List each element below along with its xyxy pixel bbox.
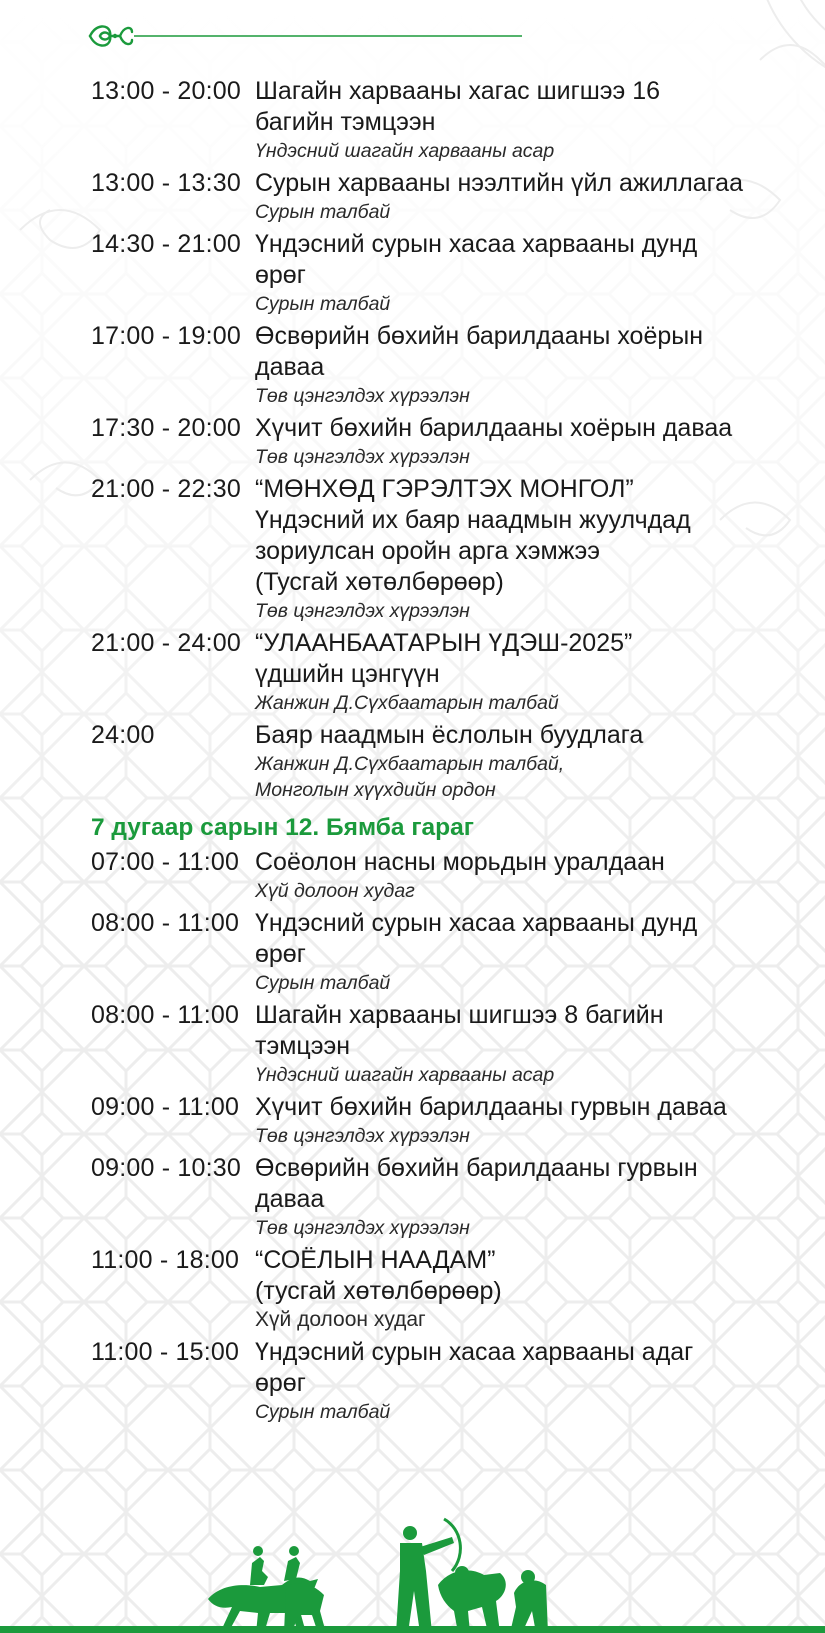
entry-time: 11:00 - 15:00	[91, 1338, 240, 1366]
entry-venue	[255, 1399, 811, 1425]
entry-title-line: өрөг	[255, 940, 306, 968]
entry-title-line: Хүчит бөхийн барилдааны гурвын даваа	[255, 1093, 727, 1121]
entry-body	[255, 76, 811, 164]
entry-time: 14:30 - 21:00	[91, 230, 241, 258]
entry-time: 09:00 - 11:00	[91, 1093, 240, 1121]
entry-body	[255, 1092, 811, 1149]
schedule	[91, 76, 811, 1429]
entry-venue-line: Төв цэнгэлдэх хүрээлэн	[255, 1125, 470, 1147]
entry-venue	[255, 1062, 811, 1088]
schedule-entry	[91, 1245, 811, 1333]
horse-riders-icon	[208, 1546, 326, 1633]
entry-venue	[255, 598, 811, 624]
entry-title-line: (тусгай хөтөлбөрөөр)	[255, 1277, 502, 1305]
entry-venue	[255, 751, 811, 803]
entry-title	[255, 474, 811, 598]
entry-title-line: Шагайн харвааны хагас шигшээ 16	[255, 77, 661, 105]
entry-venue-line: Төв цэнгэлдэх хүрээлэн	[255, 600, 470, 622]
entry-title-line: Өсвөрийн бөхийн барилдааны хоёрын	[255, 322, 704, 350]
schedule-entry	[91, 168, 811, 225]
entry-title-line: Сурын харвааны нээлтийн үйл ажиллагаа	[255, 169, 743, 197]
entry-venue-line: Монголын хүүхдийн ордон	[255, 779, 496, 801]
entry-title	[255, 1245, 811, 1307]
entry-venue-line: Жанжин Д.Сүхбаатарын талбай	[255, 692, 559, 714]
entry-body	[255, 474, 811, 624]
entry-title-line: тэмцээн	[255, 1032, 351, 1060]
entry-time: 11:00 - 18:00	[91, 1246, 240, 1274]
entry-time: 09:00 - 10:30	[91, 1154, 241, 1182]
entry-body	[255, 168, 811, 225]
entry-title-line: үдшийн цэнгүүн	[255, 660, 440, 688]
entry-time: 07:00 - 11:00	[91, 848, 240, 876]
entry-body	[255, 1337, 811, 1425]
entry-venue	[255, 383, 811, 409]
entry-venue	[255, 138, 811, 164]
entry-title-line: багийн тэмцээн	[255, 108, 436, 136]
entry-body	[255, 720, 811, 803]
entry-title	[255, 1000, 811, 1062]
entry-title-line: зориулсан оройн арга хэмжээ	[255, 537, 600, 565]
entry-body	[255, 413, 811, 470]
entry-body	[255, 1153, 811, 1241]
entry-title-line: Шагайн харвааны шигшээ 8 багийн	[255, 1001, 664, 1029]
entry-venue-line: Үндэсний шагайн харвааны асар	[255, 1064, 555, 1086]
entry-body	[255, 1245, 811, 1333]
entry-venue-line: Жанжин Д.Сүхбаатарын талбай,	[255, 753, 565, 775]
schedule-entry	[91, 474, 811, 624]
schedule-entry	[91, 720, 811, 803]
entry-venue	[255, 1215, 811, 1241]
day-2-list	[91, 847, 811, 1425]
schedule-entry	[91, 413, 811, 470]
entry-title-line: даваа	[255, 1185, 325, 1213]
schedule-entry	[91, 321, 811, 409]
entry-body	[255, 628, 811, 716]
entry-venue	[255, 444, 811, 470]
entry-title	[255, 321, 811, 383]
entry-title-line: “МӨНХӨД ГЭРЭЛТЭХ МОНГОЛ”	[255, 475, 634, 503]
schedule-entry	[91, 76, 811, 164]
entry-title-line: Үндэсний сурын хасаа харвааны дунд	[255, 909, 698, 937]
entry-venue-line: Сурын талбай	[255, 293, 391, 315]
schedule-entry	[91, 1092, 811, 1149]
ornament-icon	[86, 14, 526, 58]
entry-title	[255, 168, 811, 199]
entry-title-line: Өсвөрийн бөхийн барилдааны гурвын	[255, 1154, 698, 1182]
schedule-entry	[91, 229, 811, 317]
schedule-entry	[91, 908, 811, 996]
entry-venue-line: Хүй долоон худаг	[255, 1308, 426, 1331]
entry-title	[255, 1337, 811, 1399]
entry-title-line: өрөг	[255, 1369, 306, 1397]
entry-title	[255, 229, 811, 291]
bottom-accent-bar	[0, 1626, 825, 1633]
entry-body	[255, 321, 811, 409]
entry-time: 24:00	[91, 721, 155, 749]
entry-title	[255, 628, 811, 690]
entry-title-line: Хүчит бөхийн барилдааны хоёрын даваа	[255, 414, 733, 442]
schedule-entry	[91, 628, 811, 716]
entry-venue-line: Төв цэнгэлдэх хүрээлэн	[255, 385, 470, 407]
entry-title-line: “СОЁЛЫН НААДАМ”	[255, 1246, 496, 1274]
day-1-list	[91, 76, 811, 803]
entry-venue-line: Сурын талбай	[255, 972, 391, 994]
entry-title-line: Баяр наадмын ёслолын буудлага	[255, 721, 644, 749]
entry-venue	[255, 1123, 811, 1149]
schedule-entry	[91, 1337, 811, 1425]
entry-title-line: (Тусгай хөтөлбөрөөр)	[255, 568, 504, 596]
entry-time: 13:00 - 13:30	[91, 169, 241, 197]
entry-venue-line: Үндэсний шагайн харвааны асар	[255, 140, 555, 162]
entry-venue	[255, 970, 811, 996]
entry-venue-line: Сурын талбай	[255, 201, 391, 223]
entry-title-line: даваа	[255, 353, 325, 381]
entry-venue	[255, 878, 811, 904]
entry-title-line: Үндэсний их баяр наадмын жуулчдад	[255, 506, 691, 534]
entry-time: 13:00 - 20:00	[91, 77, 241, 105]
entry-venue	[255, 690, 811, 716]
day-2-heading: 7 дугаар сарын 12. Бямба гараг	[91, 814, 474, 841]
entry-venue-line: Төв цэнгэлдэх хүрээлэн	[255, 446, 470, 468]
entry-title	[255, 720, 811, 751]
schedule-entry	[91, 847, 811, 904]
wrestlers-icon	[438, 1566, 548, 1633]
entry-time: 08:00 - 11:00	[91, 909, 240, 937]
entry-time: 21:00 - 24:00	[91, 629, 241, 657]
entry-time: 21:00 - 22:30	[91, 475, 241, 503]
entry-venue-line: Сурын талбай	[255, 1401, 391, 1423]
entry-title	[255, 76, 811, 138]
entry-title	[255, 413, 811, 444]
entry-title	[255, 1153, 811, 1215]
entry-title-line: Үндэсний сурын хасаа харвааны дунд	[255, 230, 698, 258]
entry-title-line: Соёолон насны морьдын уралдаан	[255, 848, 665, 876]
entry-title-line: “УЛААНБААТАРЫН ҮДЭШ-2025”	[255, 629, 633, 657]
schedule-entry	[91, 1000, 811, 1088]
schedule-entry	[91, 1153, 811, 1241]
entry-title	[255, 847, 811, 878]
entry-title-line: өрөг	[255, 261, 306, 289]
entry-venue-line: Төв цэнгэлдэх хүрээлэн	[255, 1217, 470, 1239]
entry-time: 08:00 - 11:00	[91, 1001, 240, 1029]
entry-time: 17:00 - 19:00	[91, 322, 241, 350]
entry-body	[255, 1000, 811, 1088]
entry-title	[255, 1092, 811, 1123]
sports-silhouettes	[200, 1515, 620, 1633]
entry-body	[255, 229, 811, 317]
entry-venue	[255, 199, 811, 225]
entry-venue-line: Хүй долоон худаг	[255, 880, 415, 902]
entry-venue	[255, 291, 811, 317]
entry-time: 17:30 - 20:00	[91, 414, 241, 442]
entry-body	[255, 847, 811, 904]
entry-title-line: Үндэсний сурын хасаа харвааны адаг	[255, 1338, 694, 1366]
entry-title	[255, 908, 811, 970]
entry-body	[255, 908, 811, 996]
entry-venue	[255, 1307, 811, 1333]
